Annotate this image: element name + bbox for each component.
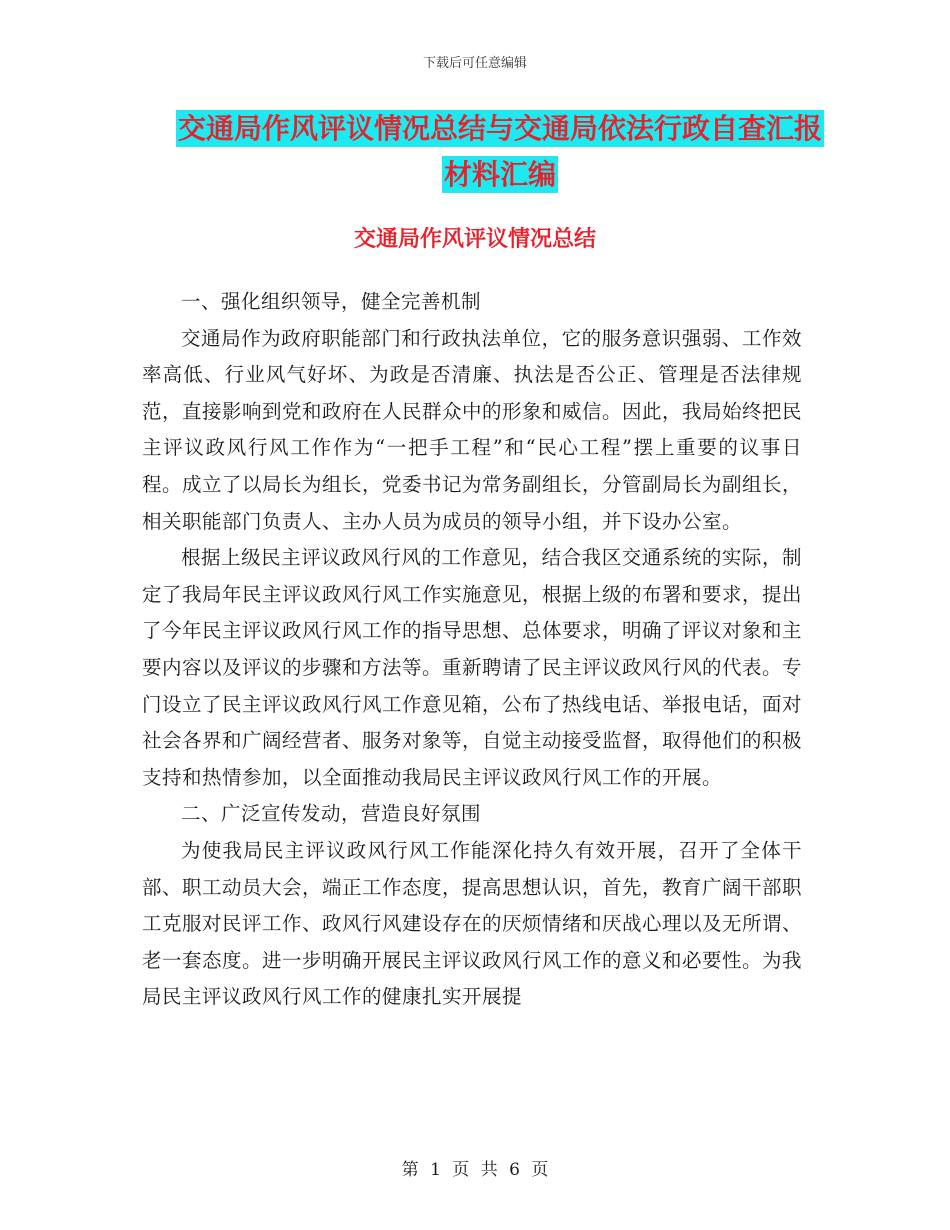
paragraph: 根据上级民主评议政风行风的工作意见，结合我区交通系统的实际，制定了我局年民主评议政风行风工作实施意见，根据上级的布署和要求，提出了今年民主评议政风行风工作的指导思想、总体要求，明确了评议对象和主要内容以及评议的步骤和方法等。重新聘请了民主评议政风行风的代表。专门设立了民主评议政风行风工作意见箱，公布了热线电话、举报电话，面对社会各界和广阔经营者、服务对象等，自觉主动接受监督，取得他们的积极支持和热情参加，以全面推动我局民主评议政风行风工作的开展。 — [142, 546, 803, 789]
document-title-line1: 交通局作风评议情况总结与交通局依法行政自查汇报 — [177, 112, 822, 145]
heading-2: 二、广泛宣传发动，营造良好氛围 — [181, 802, 482, 826]
section-title: 交通局作风评议情况总结 — [353, 227, 596, 252]
heading-1: 一、强化组织领导，健全完善机制 — [181, 290, 482, 313]
document-body — [142, 284, 802, 1016]
header-note: 下载后可任意编辑 — [422, 56, 527, 71]
paragraph: 交通局作为政府职能部门和行政执法单位，它的服务意识强弱、工作效率高低、行业风气好坏、为政是否清廉、执法是否公正、管理是否法律规范，直接影响到党和政府在人民群众中的形象和威信。因此，我局始终把民主评议政风行风工作作为“一把手工程”和“民心工程”摆上重要的议事日程。成立了以局长为组长，党委书记为常务副组长，分管副局长为副组长，相关职能部门负责人、主办人员为成员的领导小组，并下设办公室。 — [142, 326, 803, 533]
page-footer: 第 1 页 共 6 页 — [401, 1160, 549, 1180]
document-title — [140, 106, 860, 198]
paragraph: 为使我局民主评议政风行风工作能深化持久有效开展，召开了全体干部、职工动员大会，端正工作态度，提高思想认识，首先，教育广阔干部职工克服对民评工作、政风行风建设存在的厌烦情绪和厌战心理以及无所谓、老一套态度。进一步明确开展民主评议政风行风工作的意义和必要性。为我局民主评议政风行风工作的健康扎实开展提 — [142, 838, 803, 1009]
document-title-line2: 材料汇编 — [443, 158, 556, 191]
